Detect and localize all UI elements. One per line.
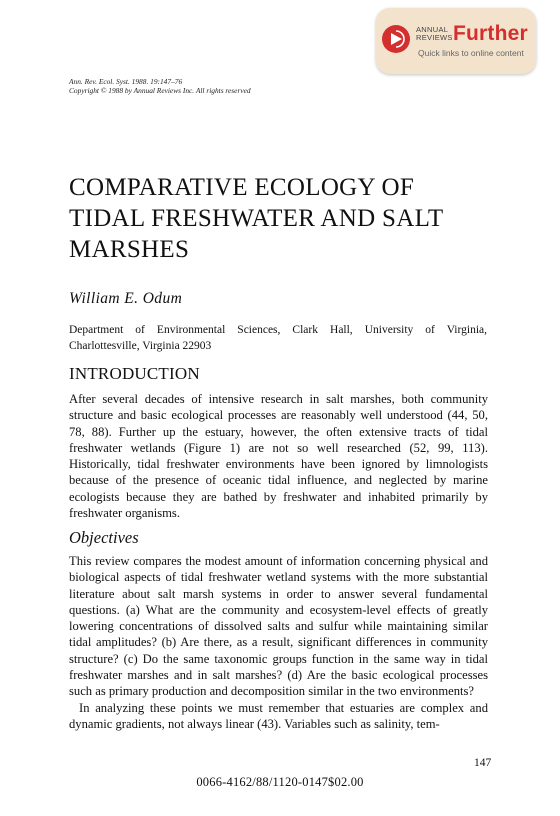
objectives-heading: Objectives bbox=[69, 528, 139, 547]
annual-label-line1: ANNUAL bbox=[416, 25, 449, 34]
title-line-1: COMPARATIVE ECOLOGY OF bbox=[69, 174, 415, 201]
citation-line-2: Copyright © 1988 by Annual Reviews Inc. All rights reserved bbox=[69, 86, 251, 95]
introduction-paragraph: After several decades of intensive research in salt marshes, both community structure and basic ecological processes are reasonably well understood (44, 50, 78, 88). Further up the estuary, however, the often extensive tracts of tidal freshwater wetlands (Figure 1) are not so well researched (52, 99, 113). Historically, tidal freshwater environments have been ignored by limnologists because of the presence of oceanic tidal influence, and neglected by marine ecologists because they are bathed by freshwater and inhabited primarily by freshwater organisms. bbox=[69, 392, 488, 521]
journal-citation bbox=[69, 77, 251, 95]
footer-code: 0066-4162/88/1120-0147$02.00 bbox=[196, 775, 364, 789]
author-affiliation: Department of Environmental Sciences, Clark Hall, University of Virginia, Charlottesville, Virginia 22903 bbox=[69, 324, 487, 352]
further-label: Further bbox=[453, 22, 528, 45]
objectives-paragraph-1: This review compares the modest amount of information concerning physical and biological aspects of tidal freshwater wetland systems with the more substantial literature about salt marsh systems in order to answer several fundamental questions. (a) What are the community and ecosystem-level effects of greatly lowering concentrations of dissolved salts and sulfur while maintaining similar tidal amplitudes? (b) Are there, as a result, significant differences in community structure? (c) Do the same taxonomic groups function in the same way in tidal freshwater marshes and in salt marshes? (d) Are the basic ecological processes such as primary production and decomposition similar in the two environments? bbox=[69, 554, 488, 699]
objectives-body bbox=[69, 553, 488, 732]
annual-reviews-label bbox=[416, 25, 453, 42]
page-number: 147 bbox=[474, 757, 492, 769]
article-title bbox=[69, 172, 489, 265]
annual-reviews-logo-icon bbox=[382, 25, 410, 53]
quick-links-text: Quick links to online content bbox=[418, 48, 524, 58]
title-line-3: MARSHES bbox=[69, 236, 190, 263]
objectives-paragraph-2: In analyzing these points we must remember that estuaries are complex and dynamic gradients, not always linear (43). Variables such as salinity, tem- bbox=[69, 700, 488, 731]
annual-reviews-further-badge[interactable] bbox=[376, 8, 536, 74]
introduction-body bbox=[69, 391, 488, 521]
introduction-heading: INTRODUCTION bbox=[69, 364, 200, 383]
title-line-2: TIDAL FRESHWATER AND SALT bbox=[69, 205, 444, 232]
author-name: William E. Odum bbox=[69, 290, 183, 307]
annual-label-line2: REVIEWS bbox=[416, 33, 453, 42]
citation-line-1: Ann. Rev. Ecol. Syst. 1988. 19:147–76 bbox=[69, 77, 183, 86]
